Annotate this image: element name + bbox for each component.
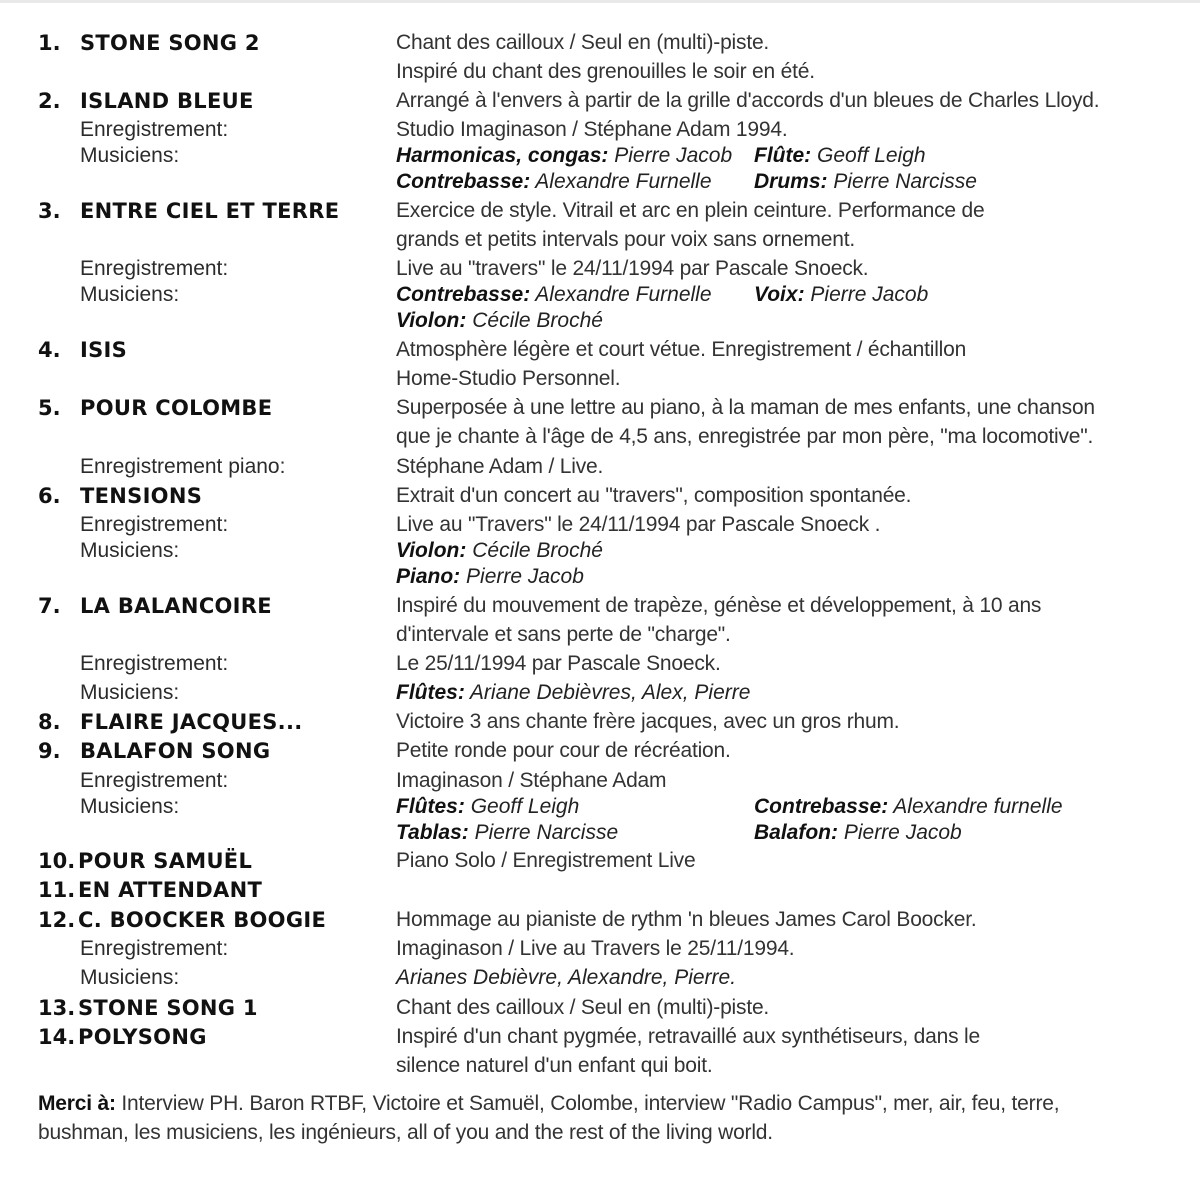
recording-label: Enregistrement piano:	[80, 455, 286, 478]
musicians-label: Musiciens:	[80, 966, 180, 989]
track-title: POUR SAMUËL	[78, 849, 253, 873]
track-description: Extrait d'un concert au "travers", composition spontanée.	[396, 484, 912, 507]
track-description: Arrangé à l'envers à partir de la grille d'accords d'un bleues de Charles Lloyd.	[396, 89, 1100, 112]
musician-name: Ariane Debièvres, Alex, Pierre	[469, 681, 751, 704]
track-number: 3.	[38, 199, 61, 223]
track-description: Piano Solo / Enregistrement Live	[396, 849, 696, 872]
musician-credit	[396, 820, 618, 846]
musicians-label: Musiciens:	[80, 144, 180, 167]
musician-name: Pierre Narcisse	[474, 821, 619, 844]
musician-role: Contrebasse:	[396, 283, 531, 306]
recording-label: Enregistrement:	[80, 513, 229, 536]
track-number: 4.	[38, 338, 61, 362]
track-description: d'intervale et sans perte de "charge".	[396, 623, 731, 646]
musician-role: Violon:	[396, 309, 467, 332]
musician-name: Pierre Jacob	[614, 144, 733, 167]
recording-info: Imaginason / Live au Travers le 25/11/1994.	[396, 937, 795, 960]
musician-credit	[396, 538, 603, 564]
track-number: 10.	[38, 849, 76, 873]
musician-name: Pierre Jacob	[466, 565, 584, 588]
recording-label: Enregistrement:	[80, 937, 229, 960]
track-description: silence naturel d'un enfant qui boit.	[396, 1054, 713, 1077]
musician-role: Piano:	[396, 565, 461, 588]
musician-credit	[754, 282, 928, 308]
track-description: Hommage au pianiste de rythm 'n bleues James Carol Boocker.	[396, 908, 977, 931]
musician-role: Drums:	[754, 170, 828, 193]
track-number: 5.	[38, 396, 61, 420]
track-title: ISLAND BLEUE	[80, 89, 254, 113]
track-description: grands et petits intervals pour voix sans ornement.	[396, 228, 856, 251]
musicians-label: Musiciens:	[80, 539, 180, 562]
thanks-line	[38, 1091, 1059, 1117]
musicians-label: Musiciens:	[80, 681, 180, 704]
musician-name: Cécile Broché	[472, 539, 603, 562]
track-title: STONE SONG 1	[78, 996, 258, 1020]
musician-credit	[396, 965, 736, 991]
musician-credit	[396, 308, 603, 334]
musician-name: Alexandre Furnelle	[535, 283, 712, 306]
recording-info: Live au "travers" le 24/11/1994 par Pascale Snoeck.	[396, 257, 869, 280]
musician-role: Balafon:	[754, 821, 838, 844]
musicians-label: Musiciens:	[80, 283, 180, 306]
thanks-text: bushman, les musiciens, les ingénieurs, all of you and the rest of the living world.	[38, 1121, 773, 1144]
musician-role: Flûtes:	[396, 795, 465, 818]
track-description: Exercice de style. Vitrail et arc en plein ceinture. Performance de	[396, 199, 985, 222]
musician-credit	[396, 282, 712, 308]
thanks-label: Merci à:	[38, 1092, 116, 1115]
track-description: Inspiré d'un chant pygmée, retravaillé aux synthétiseurs, dans le	[396, 1025, 981, 1048]
track-description: Victoire 3 ans chante frère jacques, avec un gros rhum.	[396, 710, 900, 733]
track-description: Chant des cailloux / Seul en (multi)-piste.	[396, 31, 770, 54]
musician-name: Pierre Jacob	[810, 283, 929, 306]
musician-name: Alexandre Furnelle	[535, 170, 712, 193]
musicians-label: Musiciens:	[80, 795, 180, 818]
track-title: BALAFON SONG	[80, 739, 271, 763]
track-description: que je chante à l'âge de 4,5 ans, enregistrée par mon père, "ma locomotive".	[396, 425, 1094, 448]
musician-name: Pierre Narcisse	[833, 170, 977, 193]
musician-role: Flûtes:	[396, 681, 465, 704]
recording-info: Live au "Travers" le 24/11/1994 par Pascale Snoeck .	[396, 513, 881, 536]
musician-role: Violon:	[396, 539, 467, 562]
musician-credit	[754, 143, 926, 169]
recording-info: Le 25/11/1994 par Pascale Snoeck.	[396, 652, 721, 675]
musician-name: Arianes Debièvre, Alexandre, Pierre.	[396, 966, 737, 989]
musician-credit	[754, 820, 962, 846]
track-description: Chant des cailloux / Seul en (multi)-piste.	[396, 996, 770, 1019]
musician-name: Geoff Leigh	[817, 144, 926, 167]
musician-name: Geoff Leigh	[470, 795, 580, 818]
track-description: Superposée à une lettre au piano, à la maman de mes enfants, une chanson	[396, 396, 1095, 419]
track-title: POUR COLOMBE	[80, 396, 273, 420]
recording-label: Enregistrement:	[80, 652, 229, 675]
musician-role: Tablas:	[396, 821, 469, 844]
track-title: C. BOOCKER BOOGIE	[78, 908, 327, 932]
recording-label: Enregistrement:	[80, 257, 229, 280]
track-title: FLAIRE JACQUES...	[80, 710, 303, 734]
musician-credit	[396, 680, 750, 706]
track-number: 6.	[38, 484, 61, 508]
track-title: POLYSONG	[78, 1025, 207, 1049]
musician-role: Flûte:	[754, 144, 812, 167]
musician-credit	[754, 169, 977, 195]
track-number: 2.	[38, 89, 61, 113]
musician-role: Harmonicas, congas:	[396, 144, 609, 167]
track-title: ENTRE CIEL ET TERRE	[80, 199, 340, 223]
musician-role: Contrebasse:	[396, 170, 531, 193]
musician-credit	[396, 794, 579, 820]
track-description: Atmosphère légère et court vétue. Enregistrement / échantillon	[396, 338, 967, 361]
track-description: Petite ronde pour cour de récréation.	[396, 739, 731, 762]
track-title: EN ATTENDANT	[78, 878, 263, 902]
musician-name: Alexandre furnelle	[893, 795, 1063, 818]
track-title: STONE SONG 2	[80, 31, 260, 55]
track-title: LA BALANCOIRE	[80, 594, 272, 618]
recording-info: Imaginason / Stéphane Adam	[396, 769, 667, 792]
top-edge	[0, 0, 1200, 3]
musician-role: Contrebasse:	[754, 795, 889, 818]
musician-name: Pierre Jacob	[843, 821, 962, 844]
track-title: ISIS	[80, 338, 128, 362]
track-number: 12.	[38, 908, 76, 932]
recording-label: Enregistrement:	[80, 769, 229, 792]
track-title: TENSIONS	[80, 484, 203, 508]
track-description: Inspiré du chant des grenouilles le soir en été.	[396, 60, 815, 83]
track-description: Inspiré du mouvement de trapèze, génèse et développement, à 10 ans	[396, 594, 1042, 617]
recording-info: Stéphane Adam / Live.	[396, 455, 604, 478]
musician-credit	[754, 794, 1063, 820]
track-number: 7.	[38, 594, 61, 618]
track-number: 13.	[38, 996, 76, 1020]
track-number: 8.	[38, 710, 61, 734]
track-number: 9.	[38, 739, 61, 763]
thanks-text: Interview PH. Baron RTBF, Victoire et Samuël, Colombe, interview "Radio Campus", mer, air, feu, terre,	[121, 1092, 1060, 1115]
track-number: 1.	[38, 31, 61, 55]
track-number: 11.	[38, 878, 76, 902]
musician-credit	[396, 143, 732, 169]
recording-label: Enregistrement:	[80, 118, 229, 141]
musician-credit	[396, 169, 712, 195]
track-description: Home-Studio Personnel.	[396, 367, 621, 390]
recording-info: Studio Imaginason / Stéphane Adam 1994.	[396, 118, 788, 141]
musician-name: Cécile Broché	[472, 309, 603, 332]
musician-role: Voix:	[754, 283, 805, 306]
track-number: 14.	[38, 1025, 76, 1049]
musician-credit	[396, 564, 584, 590]
